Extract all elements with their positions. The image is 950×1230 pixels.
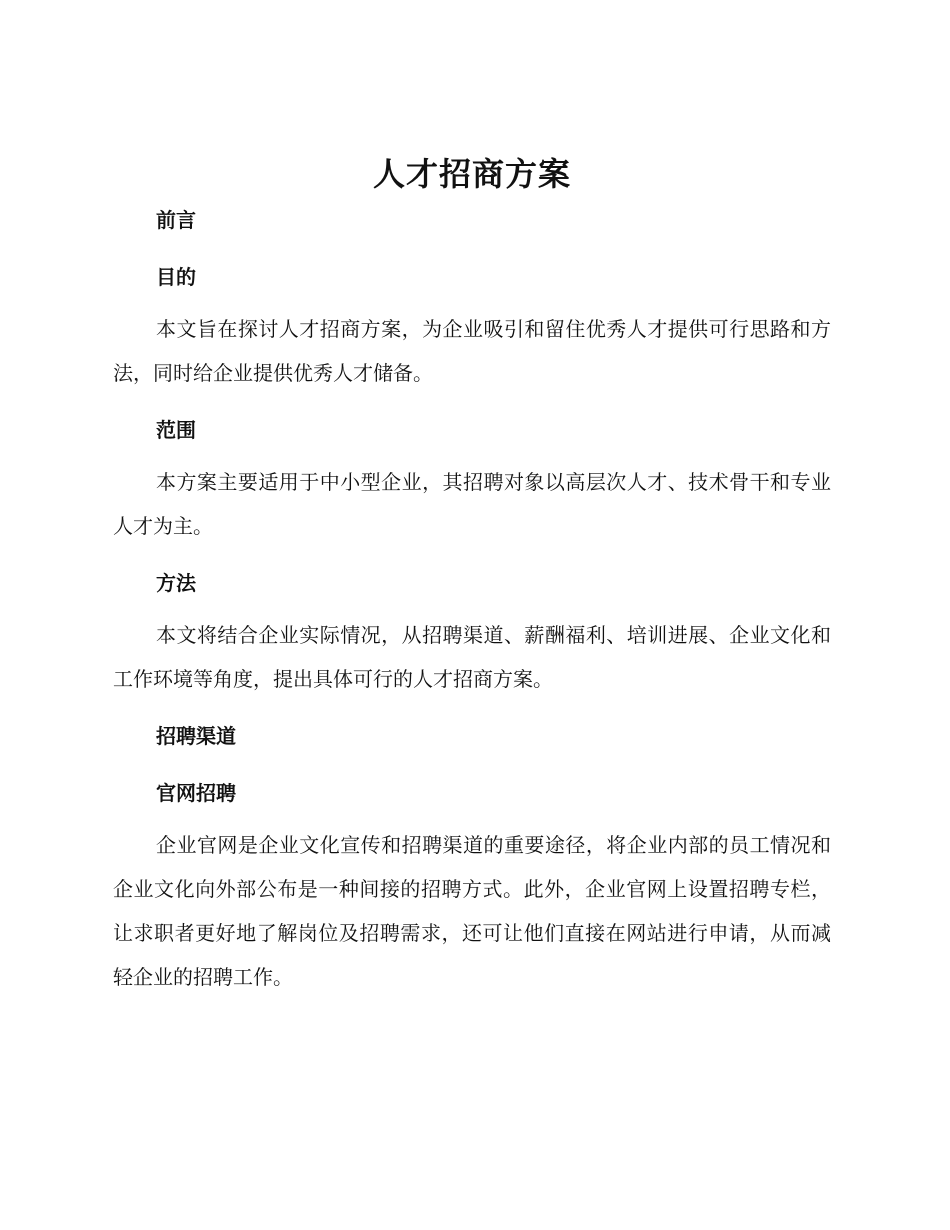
heading-official-site: 官网招聘 (156, 781, 236, 805)
heading-scope: 范围 (156, 418, 196, 442)
heading-preface: 前言 (156, 208, 196, 232)
paragraph-official-site: 企业官网是企业文化宣传和招聘渠道的重要途径，将企业内部的员工情况和企业文化向外部公布是一种间接的招聘方式。此外，企业官网上设置招聘专栏，让求职者更好地了解岗位及招聘需求，还可让他们直接在网站进行申请，从而减轻企业的招聘工作。 (113, 833, 831, 989)
heading-purpose: 目的 (156, 265, 196, 289)
paragraph-scope: 本方案主要适用于中小型企业，其招聘对象以高层次人才、技术骨干和专业人才为主。 (113, 470, 831, 538)
document-body (113, 148, 831, 999)
heading-channels: 招聘渠道 (156, 724, 236, 748)
document-title: 人才招商方案 (372, 155, 571, 193)
paragraph-method: 本文将结合企业实际情况，从招聘渠道、薪酬福利、培训进展、企业文化和工作环境等角度，提出具体可行的人才招商方案。 (113, 623, 831, 691)
heading-method: 方法 (156, 571, 196, 595)
paragraph-purpose: 本文旨在探讨人才招商方案，为企业吸引和留住优秀人才提供可行思路和方法，同时给企业提供优秀人才储备。 (113, 317, 831, 385)
